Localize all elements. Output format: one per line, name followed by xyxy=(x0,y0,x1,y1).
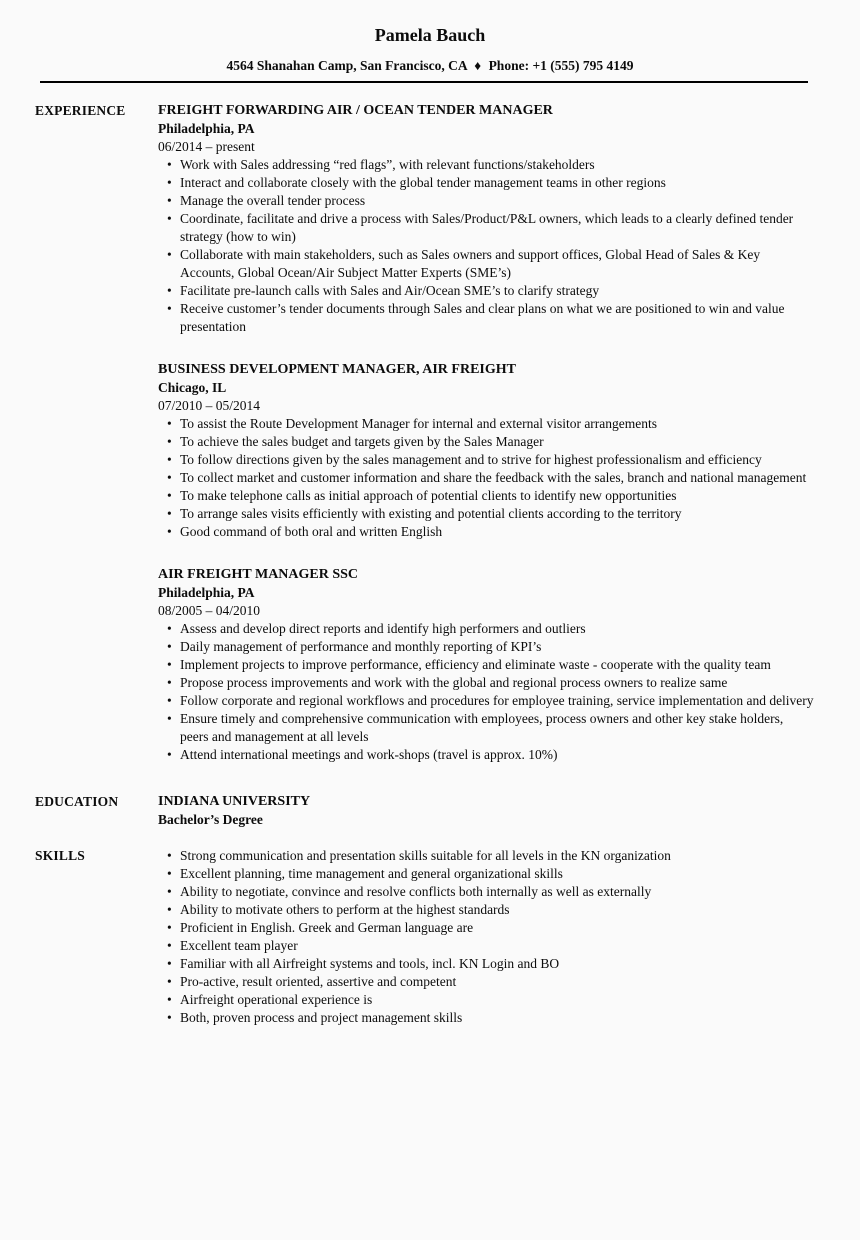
bullet-item: • Ability to motivate others to perform at the highest standards xyxy=(158,901,815,919)
bullet-item: • Both, proven process and project management skills xyxy=(158,1009,815,1027)
bullet-item: • Daily management of performance and monthly reporting of KPI’s xyxy=(158,638,815,656)
job-title: BUSINESS DEVELOPMENT MANAGER, AIR FREIGHT xyxy=(158,362,516,377)
job-location: Chicago, IL xyxy=(158,380,227,395)
bullet-item: • Good command of both oral and written English xyxy=(158,523,815,541)
bullet-item: • Excellent team player xyxy=(158,937,815,955)
bullet-item: • Airfreight operational experience is xyxy=(158,991,815,1009)
school-name: INDIANA UNIVERSITY xyxy=(158,794,311,809)
diamond-separator-icon: ♦ xyxy=(474,58,482,73)
bullet-item: • Attend international meetings and work-shops (travel is approx. 10%) xyxy=(158,746,815,764)
bullet-item: • To assist the Route Development Manager for internal and external visitor arrangements xyxy=(158,415,815,433)
skills-section-label: SKILLS xyxy=(35,848,85,863)
contact-line xyxy=(0,58,860,74)
bullet-item: • To make telephone calls as initial approach of potential clients to identify new opportunities xyxy=(158,487,815,505)
education-section-label: EDUCATION xyxy=(35,794,119,809)
education-section xyxy=(0,793,860,829)
experience-section-label: EXPERIENCE xyxy=(35,103,126,118)
bullet-item: • To arrange sales visits efficiently with existing and potential clients according to the territory xyxy=(158,505,815,523)
job-bullet-list xyxy=(158,620,815,764)
bullet-item: • Assess and develop direct reports and identify high performers and outliers xyxy=(158,620,815,638)
job-title: FREIGHT FORWARDING AIR / OCEAN TENDER MANAGER xyxy=(158,103,553,118)
bullet-item: • Work with Sales addressing “red flags”, with relevant functions/stakeholders xyxy=(158,156,815,174)
skills-bullet-list xyxy=(158,847,815,1027)
bullet-item: • Implement projects to improve performance, efficiency and eliminate waste - cooperate with the quality team xyxy=(158,656,815,674)
bullet-item: • Familiar with all Airfreight systems and tools, incl. KN Login and BO xyxy=(158,955,815,973)
resume-header xyxy=(0,0,860,83)
experience-section xyxy=(0,102,860,764)
bullet-item: • To follow directions given by the sales management and to strive for highest professionalism and efficiency xyxy=(158,451,815,469)
job-location: Philadelphia, PA xyxy=(158,121,255,136)
job-bullet-list xyxy=(158,156,815,336)
job-entry xyxy=(158,102,815,336)
job-title: AIR FREIGHT MANAGER SSC xyxy=(158,567,359,582)
job-dates: 08/2005 – 04/2010 xyxy=(158,603,261,618)
job-dates: 07/2010 – 05/2014 xyxy=(158,398,261,413)
bullet-item: • Excellent planning, time management and general organizational skills xyxy=(158,865,815,883)
bullet-item: • Coordinate, facilitate and drive a process with Sales/Product/P&L owners, which leads to a clearly defined tender strategy (how to win) xyxy=(158,210,815,246)
contact-address: 4564 Shanahan Camp, San Francisco, CA xyxy=(226,58,467,73)
bullet-item: • To collect market and customer information and share the feedback with the sales, branch and national management xyxy=(158,469,815,487)
job-entry xyxy=(158,566,815,764)
bullet-item: • Proficient in English. Greek and German language are xyxy=(158,919,815,937)
degree-name: Bachelor’s Degree xyxy=(158,812,263,827)
job-entry xyxy=(158,361,815,541)
job-bullet-list xyxy=(158,415,815,541)
bullet-item: • Manage the overall tender process xyxy=(158,192,815,210)
bullet-item: • Follow corporate and regional workflows and procedures for employee training, service implementation and delivery xyxy=(158,692,815,710)
bullet-item: • Strong communication and presentation skills suitable for all levels in the KN organization xyxy=(158,847,815,865)
bullet-item: • To achieve the sales budget and targets given by the Sales Manager xyxy=(158,433,815,451)
skills-section xyxy=(0,847,860,1027)
contact-phone: Phone: +1 (555) 795 4149 xyxy=(488,58,634,73)
education-content xyxy=(158,793,815,829)
bullet-item: • Facilitate pre-launch calls with Sales and Air/Ocean SME’s to clarify strategy xyxy=(158,282,815,300)
bullet-item: • Pro-active, result oriented, assertive and competent xyxy=(158,973,815,991)
bullet-item: • Ability to negotiate, convince and resolve conflicts both internally as well as externally xyxy=(158,883,815,901)
bullet-item: • Collaborate with main stakeholders, such as Sales owners and support offices, Global Head of Sales & Key Accounts, Global Ocean/Air Subject Matter Experts (SME’s) xyxy=(158,246,815,282)
job-dates: 06/2014 – present xyxy=(158,139,255,154)
bullet-item: • Receive customer’s tender documents through Sales and clear plans on what we are positioned to win and value presentation xyxy=(158,300,815,336)
header-divider xyxy=(40,81,808,83)
skills-content xyxy=(158,847,815,1027)
job-location: Philadelphia, PA xyxy=(158,585,255,600)
experience-content xyxy=(158,102,815,764)
person-name: Pamela Bauch xyxy=(374,25,486,45)
bullet-item: • Interact and collaborate closely with the global tender management teams in other regions xyxy=(158,174,815,192)
bullet-item: • Ensure timely and comprehensive communication with employees, process owners and other key stake holders, peers and management at all levels xyxy=(158,710,815,746)
bullet-item: • Propose process improvements and work with the global and regional process owners to realize same xyxy=(158,674,815,692)
